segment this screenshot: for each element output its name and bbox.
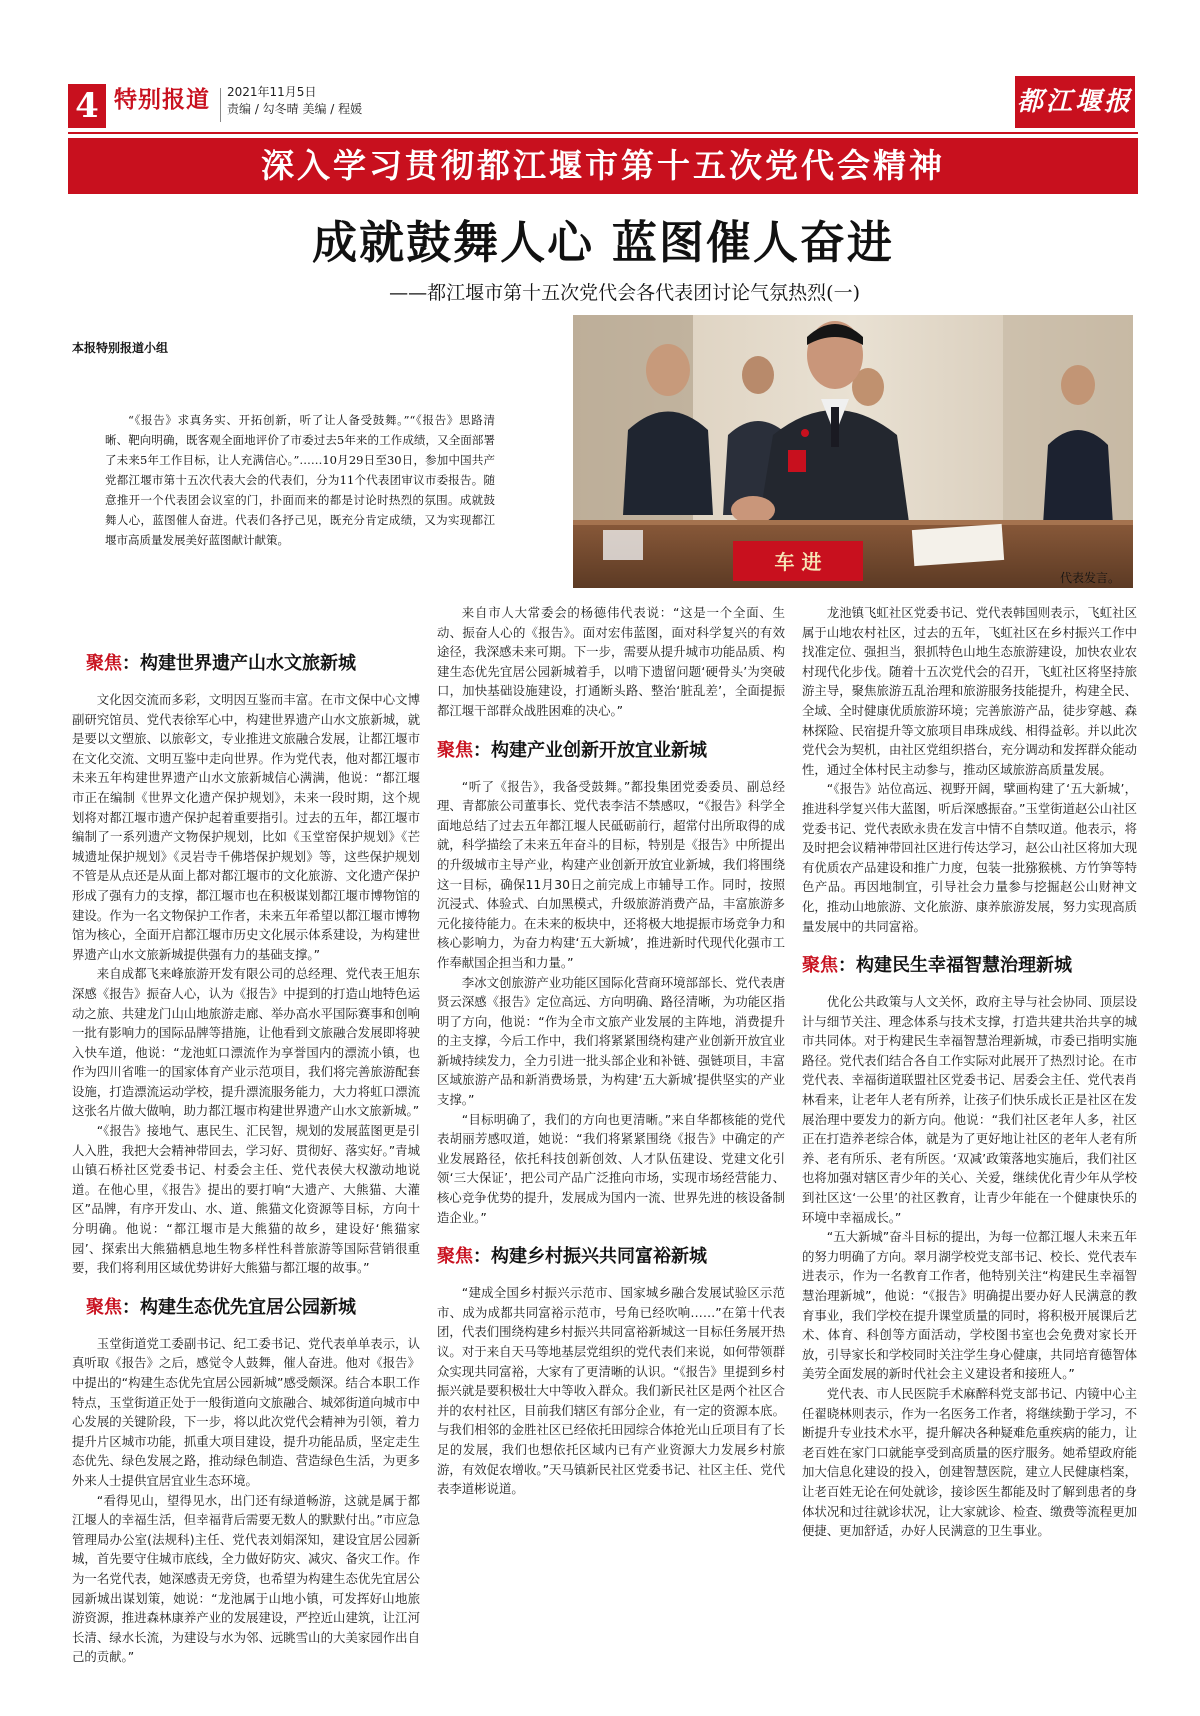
heading-title: ：构建产业创新开放宜业新城 xyxy=(473,739,707,761)
article-paragraph: 来自市人大常委会的杨德伟代表说：“这是一个全面、生动、振奋人心的《报告》。面对宏伟蓝图，面对科学复兴的有效途径，我深感未来可期。下一步，需要从提升城市功能品质、构建生态优先宜居公园新城着手，以啃下遗留问题‘硬骨头’为突破口，加快基础设施建设，打通断头路、整治‘脏乱差’，全面提振都江堰干部群众战胜困难的决心。” xyxy=(437,605,785,718)
article-paragraph: “《报告》站位高远、视野开阔，擘画构建了‘五大新城’，推进科学复兴伟大蓝图，听后深感振奋。”玉堂街道赵公山社区党委书记、党代表欧永贵在发言中情不自禁叹道。他表示，将及时把会议精神带回社区进行传达学习，赵公山社区将加大现有优质农产品建设和推广力度，包装一批猕猴桃、方竹笋等特色产品。再因地制宜，引导社会力量参与挖掘赵公山财神文化，推动山地旅游、文化旅游、康养旅游发展，努力实现高质量发展中的共同富裕。 xyxy=(802,781,1137,934)
news-photo xyxy=(573,315,1133,588)
article-paragraph: “听了《报告》，我备受鼓舞。”都投集团党委委员、副总经理、青都旅公司董事长、党代表李洁不禁感叹，“《报告》科学全面地总结了过去五年都江堰人民砥砺前行，超常付出所取得的成就，科学描绘了未来五年奋斗的目标，特别是《报告》中所提出的升级城市主导产业，构建产业创新开放宜业新城，我们将围绕这一目标，确保11月30日之前完成上市辅导工作。同时，按照沉浸式、体验式、白加黑模式，升级旅游消费产品，丰富旅游多元化接待能力。在未来的板块中，还将极大地提振市场竞争力和核心影响力，为奋力构建‘五大新城’，推进新时代现代化强市工作奉献国企担当和力量。” xyxy=(437,778,785,970)
article-paragraph: “五大新城”奋斗目标的提出，为每一位都江堰人未来五年的努力明确了方向。翠月湖学校党支部书记、校长、党代表车进表示，作为一名教育工作者，他特别关注“构建民生幸福智慧治理新城”，他说：“《报告》明确提出要办好人民满意的教育事业，我们学校在提升课堂质量的同时，将积极开展课后艺术、体育、科创等方面活动，学校图书室也会免费对家长开放，引导家长和学校同时关注学生身心健康，共同培育德智体美劳全面发展的新时代社会主义建设者和接班人。” xyxy=(802,1229,1138,1382)
section-heading xyxy=(437,739,785,763)
article-paragraph: 优化公共政策与人文关怀，政府主导与社会协同、顶层设计与细节关注、理念体系与技术支撑，打造共建共治共享的城市共同体。对于构建民生幸福智慧治理新城，市委已指明实施路径。党代表们结合各自工作实际对此展开了热烈讨论。在市党代表、幸福街道联盟社区党委书记、居委会主任、党代表肖林看来，让老年人老有所养，让孩子们快乐成长正是社区在发展治理中要发力的新方向。他说：“我们社区老年人多，社区正在打造养老综合体，就是为了更好地让社区的老年人老有所养、老有所乐、老有所医。‘双减’政策落地实施后，我们社区也将加强对辖区青少年的关心、关爱，继续优化青少年从学校到社区这‘一公里’的社区教育，让青少年能在一个健康快乐的环境中幸福成长。” xyxy=(802,994,1137,1225)
editors-line: 责编 / 勾冬晴 美编 / 程媛 xyxy=(227,102,363,116)
article-paragraph: “建成全国乡村振兴示范市、国家城乡融合发展试验区示范市、成为成都共同富裕示范市，号角已经吹响……”在第十代表团，代表们围绕构建乡村振兴共同富裕新城这一目标任务展开热议。对于来自天马等地基层党组织的党代表们来说，如何带领群众实现共同富裕，大家有了更清晰的认识。“《报告》里提到乡村振兴就是要积极壮大中等收入群众。我们新民社区是两个社区合并的农村社区，目前我们辖区有部分企业，有一定的资源本底。与我们相邻的金胜社区已经依托田园综合体抢光山丘项目有了长足的发展，我们也想依托区域内已有产业资源大力发展乡村旅游，有效促农增收。”天马镇新民社区党委书记、社区主任、党代表李道彬说道。 xyxy=(437,1285,785,1497)
heading-keyword: 聚焦 xyxy=(437,739,473,761)
heading-title: ：构建生态优先宜居公园新城 xyxy=(122,1296,356,1318)
header-rule xyxy=(68,132,1138,134)
photo-caption: 代表发言。 xyxy=(1060,571,1121,585)
page-number: 4 xyxy=(68,84,106,128)
section-heading xyxy=(86,1296,420,1320)
section-heading xyxy=(437,1245,785,1269)
column-2 xyxy=(437,603,785,1499)
delegate-speaking-illustration xyxy=(573,315,1133,588)
section-title: 特别报道 xyxy=(114,87,210,113)
article-paragraph: “目标明确了，我们的方向也更清晰。”来自华都核能的党代表胡丽芳感叹道，她说：“我们将紧紧围绕《报告》中确定的产业发展路径，依托科技创新创效、人才队伍建设、党建文化引领‘三大保证’，把公司产品广泛推向市场，实现市场经营能力、核心竞争优势的提升，发展成为国内一流、世界先进的核设备制造企业。” xyxy=(437,1111,785,1225)
subheadline: ——都江堰市第十五次党代会各代表团讨论气氛热烈(一) xyxy=(389,282,860,304)
column-1 xyxy=(72,652,420,1667)
heading-keyword: 聚焦 xyxy=(86,1296,122,1318)
article-paragraph: 龙池镇飞虹社区党委书记、党代表韩国则表示，飞虹社区属于山地农村社区，过去的五年，飞虹社区在乡村振兴工作中找准定位、强担当，狠抓特色山地生态旅游建设，加快农业农村现代化步伐。随着十五次党代会的召开，飞虹社区将坚持旅游主导，聚焦旅游五乱治理和旅游服务技能提升，构建全民、全域、全时健康优质旅游环境；完善旅游产品，徒步穿越、森林探险、民宿提升等文旅项目串珠成线、相得益彰。并以此次党代会为契机，由社区党组织搭台，充分调动和发挥群众能动性，通过全体村民主动参与，推动区域旅游高质量发展。 xyxy=(802,605,1137,777)
section-heading xyxy=(802,954,1137,978)
article-paragraph: 党代表、市人民医院手术麻醉科党支部书记、内镜中心主任翟晓林则表示，作为一名医务工作者，将继续勤于学习，不断提升专业技术水平，提升解决各种疑难危重疾病的能力，让老百姓在家门口就能享受到高质量的医疗服务。她希望政府能加大信息化建设的投入，创建智慧医院，建立人民健康档案，让老百姓无论在何处就诊，接诊医生都能及时了解到患者的身体状况和过往就诊状况，让大家就诊、检查、缴费等流程更加便捷、更加舒适，办好人民满意的卫生事业。 xyxy=(802,1385,1137,1539)
headline: 成就鼓舞人心 蓝图催人奋进 xyxy=(312,216,894,269)
article-paragraph: “看得见山，望得见水，出门还有绿道畅游，这就是属于都江堰人的幸福生活，但幸福背后需要无数人的默默付出。”市应急管理局办公室(法规科)主任、党代表刘娟深知，建设宜居公园新城，首先要守住城市底线，全力做好防灾、减灾、备灾工作。作为一名党代表，她深感责无旁贷，也希望为构建生态优先宜居公园新城出谋划策，她说：“龙池属于山地小镇，可发挥好山地旅游资源，推进森林康养产业的发展建设，严控近山建筑，让江河长清、绿水长流，为建设与水为邻、远眺雪山的大美家园作出自己的贡献。” xyxy=(72,1492,420,1665)
byline: 本报特别报道小组 xyxy=(72,341,169,355)
article-paragraph: 李冰文创旅游产业功能区国际化营商环境部部长、党代表唐贤云深感《报告》定位高远、方向明确、路径清晰，为功能区指明了方向，他说：“作为全市文旅产业发展的主阵地，消费提升的主支撑，今后工作中，我们将紧紧围绕构建产业创新开放宜业新城持续发力，全力引进一批头部企业和补链、强链项目，丰富区域旅游产品和新消费场景，为构建‘五大新城’提供坚实的产业支撑。” xyxy=(437,974,785,1108)
column-3 xyxy=(802,603,1137,1541)
article-paragraph: “《报告》接地气、惠民生、汇民智，规划的发展蓝图更是引人入胜，我把大会精神带回去，学习好、贯彻好、落实好。”青城山镇石桥社区党委书记、村委会主任、党代表侯大权激动地说道。在他心里，《报告》提出的要打响“大遗产、大熊猫、大灌区”品牌，有序开发山、水、道、熊猫文化资源等目标，方向十分明确。他说：“都江堰市是大熊猫的故乡，建设好‘熊猫家园’、探索出大熊猫栖息地生物多样性科普旅游等国际营销很重要，我们将利用区域优势讲好大熊猫与都江堰的故事。” xyxy=(72,1123,420,1276)
heading-title: ：构建世界遗产山水文旅新城 xyxy=(122,653,356,674)
heading-title: ：构建乡村振兴共同富裕新城 xyxy=(473,1246,707,1268)
article-paragraph: 来自成都飞来峰旅游开发有限公司的总经理、党代表王旭东深感《报告》振奋人心，认为《报告》中提到的打造山地特色运动之旅、共建龙门山山地旅游走廊、举办高水平国际赛事和创响一批有影响力的国际品牌等措施，让他看到文旅融合发展即将驶入快车道，他说：“龙池虹口漂流作为享誉国内的漂流小镇，也作为四川省唯一的国家体育产业示范项目，我们将完善旅游配套设施，打造漂流运动学校，提升漂流服务能力，大力将虹口漂流这张名片做大做响，助力都江堰市构建世界遗产山水文旅新城。” xyxy=(72,966,420,1119)
header-divider xyxy=(220,88,221,122)
heading-keyword: 聚焦 xyxy=(86,653,122,674)
nameplate-text: 车 进 xyxy=(774,550,822,574)
issue-date: 2021年11月5日 xyxy=(227,85,317,99)
newspaper-logo: 都江堰报 xyxy=(1015,76,1135,128)
topic-banner: 深入学习贯彻都江堰市第十五次党代会精神 xyxy=(68,138,1138,194)
heading-title: ：构建民生幸福智慧治理新城 xyxy=(838,955,1072,977)
lead-paragraph: “《报告》求真务实、开拓创新，听了让人备受鼓舞。”“《报告》思路清晰、靶向明确，既客观全面地评价了市委过去5年来的工作成绩，又全面部署了未来5年工作目标，让人充满信心。”……10月29日至30日，参加中国共产党都江堰市第十五次代表大会的代表们，分为11个代表团审议市委报告。随意推开一个代表团会议室的门，扑面而来的都是讨论时热烈的氛围。成就鼓舞人心，蓝图催人奋进。代表们各抒己见，既充分肯定成绩，又为实现都江堰市高质量发展美好蓝图献计献策。 xyxy=(105,413,495,547)
heading-keyword: 聚焦 xyxy=(437,1246,473,1268)
heading-keyword: 聚焦 xyxy=(802,955,838,977)
article-paragraph: 玉堂街道党工委副书记、纪工委书记、党代表单单表示，认真听取《报告》之后，感觉令人鼓舞，催人奋进。他对《报告》中提出的“构建生态优先宜居公园新城”感受颇深。结合本职工作特点，玉堂街道正处于一般街道向文旅融合、城郊街道向城市中心发展的关键阶段，下一步，将以此次党代会精神为引领，着力提升片区城市功能，抓重大项目建设，提升功能品质，坚定走生态优先、绿色发展之路，推动绿色制造、营造绿色生活，为更多外来人士提供宜居宜业生态环境。 xyxy=(72,1335,420,1488)
section-heading xyxy=(86,652,420,676)
article-paragraph: 文化因交流而多彩，文明因互鉴而丰富。在市文保中心文博副研究馆员、党代表徐军心中，构建世界遗产山水文旅新城，就是要以文塑旅、以旅彰文，专业推进文旅融合发展，让都江堰市在文化交流、文明互鉴中走向世界。作为党代表，他对都江堰市未来五年构建世界遗产山水文旅新城信心满满，他说：“都江堰市正在编制《世界文化遗产保护规划》，未来一段时期，这个规划将对都江堰市遗产保护起着重要指引。过去的五年，都江堰市编制了一系列遗产文物保护规划，比如《玉堂窑保护规划》《芒城遗址保护规划》《灵岩寺千佛塔保护规划》等，这些保护规划不管是从点还是从面上都对都江堰市的文化旅游、文化遗产保护形成了强有力的支撑，都江堰市也在积极谋划都江堰市博物馆的建设。作为一名文物保护工作者，未来五年希望以都江堰市博物馆为核心，全面开启都江堰市历史文化展示体系建设，为构建世界遗产山水文旅新城提供强有力的基础支撑。” xyxy=(72,692,420,962)
